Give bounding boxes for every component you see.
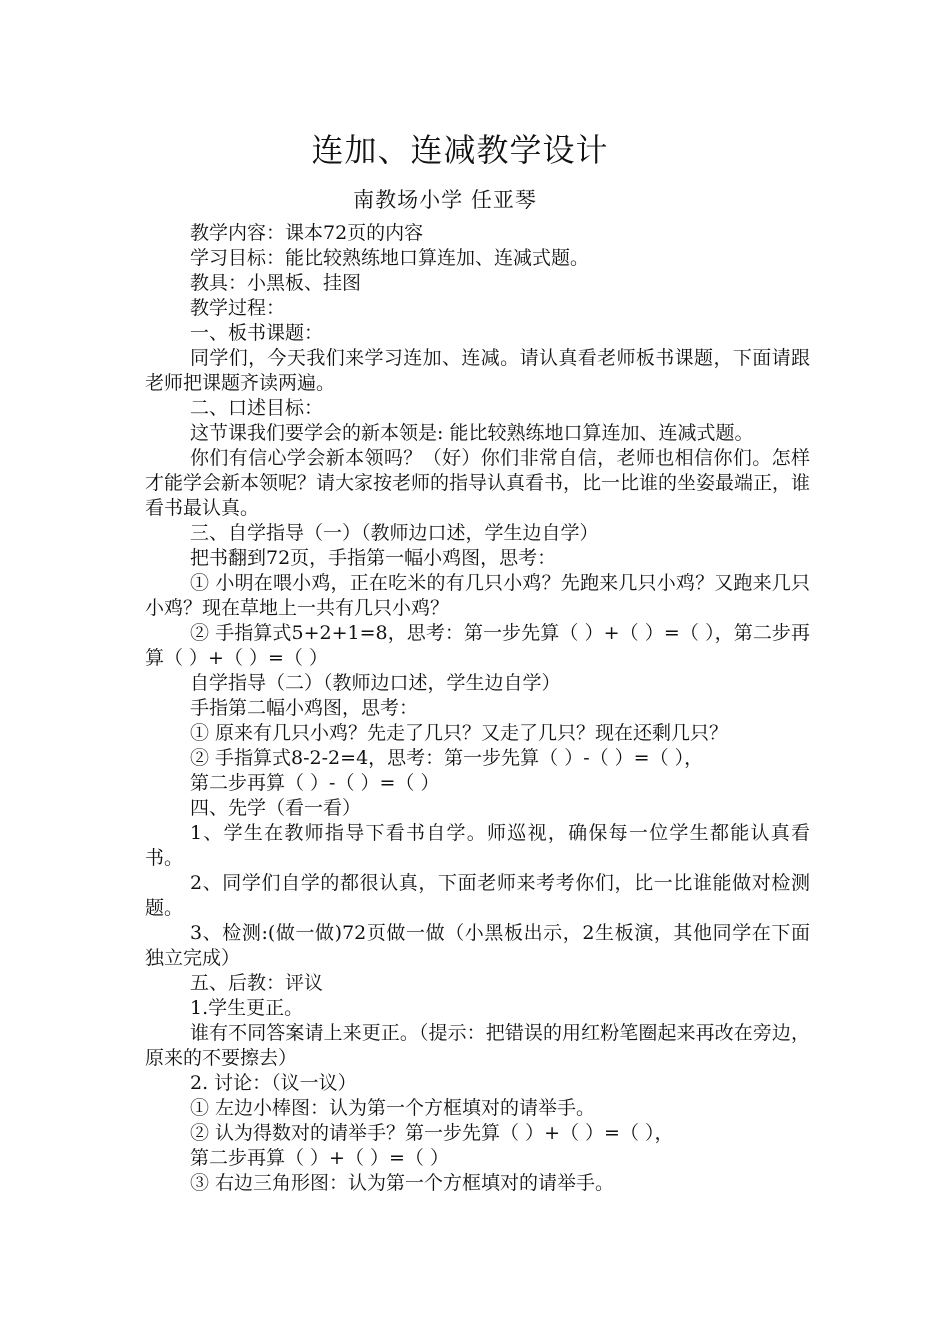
section-heading: 五、后教：评议 <box>190 972 324 994</box>
document-title: 连加、连减教学设计 <box>311 131 609 169</box>
document-body <box>145 221 810 1196</box>
paragraph: 3、检测:(做一做)72页做一做（小黑板出示，2生板演，其他同学在下面独立完成） <box>145 922 810 969</box>
section-heading: 二、口述目标： <box>190 397 324 419</box>
paragraph: 1、学生在教师指导下看书自学。师巡视，确保每一位学生都能认真看书。 <box>145 822 810 869</box>
paragraph: 学习目标：能比较熟练地口算连加、连减式题。 <box>190 247 590 269</box>
paragraph: ① 小明在喂小鸡，正在吃米的有几只小鸡？先跑来几只小鸡？又跑来几只小鸡？现在草地上一共有几只小鸡？ <box>145 572 810 619</box>
section-heading: 三、自学指导（一）（教师边口述，学生边自学） <box>190 522 599 544</box>
paragraph: 你们有信心学会新本领吗？（好）你们非常自信，老师也相信你们。怎样才能学会新本领呢？请大家按老师的指导认真看书，比一比谁的坐姿最端正，谁看书最认真。 <box>145 447 811 519</box>
paragraph: 同学们，今天我们来学习连加、连减。请认真看老师板书课题，下面请跟老师把课题齐读两遍。 <box>145 347 810 394</box>
paragraph: 教学过程： <box>190 297 286 319</box>
paragraph: ② 手指算式5+2+1=8，思考：第一步先算（ ）+（ ）=（ ），第二步再算（ ）+（ ）=（ ） <box>145 622 810 669</box>
paragraph: 手指第二幅小鸡图，思考： <box>190 697 419 719</box>
paragraph: 2、同学们自学的都很认真，下面老师来考考你们，比一比谁能做对检测题。 <box>145 872 810 919</box>
paragraph: ① 左边小棒图：认为第一个方框填对的请举手。 <box>190 1097 596 1119</box>
paragraph: ① 原来有几只小鸡？先走了几只？又走了几只？现在还剩几只？ <box>190 722 729 744</box>
paragraph: 谁有不同答案请上来更正。（提示：把错误的用红粉笔圈起来再改在旁边，原来的不要擦去） <box>145 1022 810 1069</box>
paragraph: 把书翻到72页，手指第一幅小鸡图，思考： <box>190 547 557 569</box>
section-heading: 四、先学（看一看） <box>190 797 362 819</box>
paragraph: ② 认为得数对的请举手？第一步先算（ ）+（ ）=（ ）， <box>190 1122 674 1144</box>
paragraph: 这节课我们要学会的新本领是: 能比较熟练地口算连加、连减式题。 <box>190 422 754 444</box>
paragraph: 2. 讨论：（议一议） <box>190 1072 357 1094</box>
paragraph: 1.学生更正。 <box>190 997 304 1019</box>
paragraph: 第二步再算（ ）-（ ）=（ ） <box>190 772 440 794</box>
paragraph: 教学内容：课本72页的内容 <box>190 222 424 244</box>
paragraph: ② 手指算式8-2-2=4，思考：第一步先算（ ）-（ ）=（ ）， <box>190 747 704 769</box>
paragraph: 自学指导（二）（教师边口述，学生边自学） <box>190 672 561 694</box>
section-heading: 一、板书课题： <box>190 322 324 344</box>
document-author: 南教场小学 任亚琴 <box>353 188 537 212</box>
paragraph: 教具：小黑板、挂图 <box>190 272 362 294</box>
paragraph: ③ 右边三角形图：认为第一个方框填对的请举手。 <box>190 1172 615 1194</box>
paragraph: 第二步再算（ ）+（ ）=（ ） <box>190 1147 449 1169</box>
